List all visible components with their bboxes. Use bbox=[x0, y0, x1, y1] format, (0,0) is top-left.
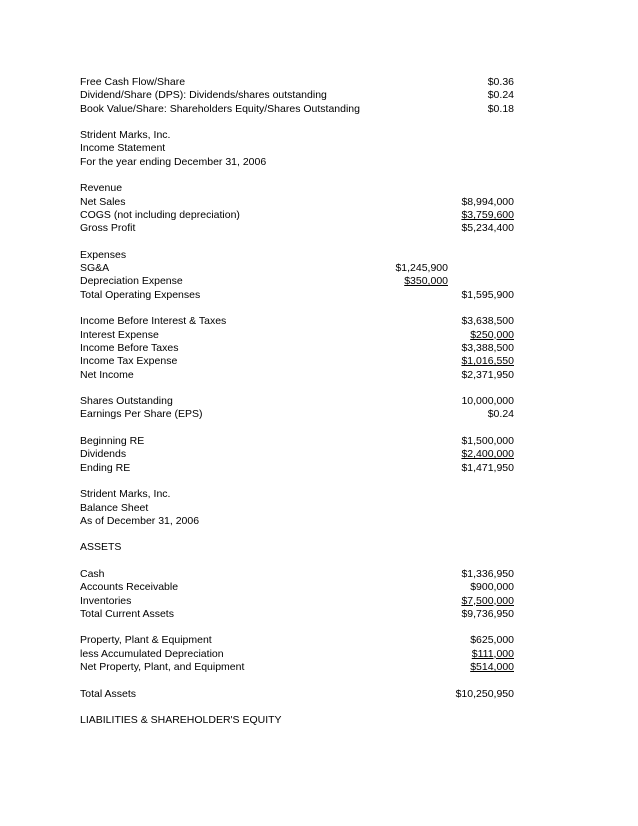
statement-row bbox=[80, 329, 514, 342]
row-value: $7,500,000 bbox=[461, 594, 514, 607]
statement-row bbox=[80, 342, 514, 355]
row-label: Dividend/Share (DPS): Dividends/shares outstanding bbox=[80, 89, 327, 102]
row-value: $1,016,550 bbox=[461, 355, 514, 368]
statement-row bbox=[80, 408, 514, 421]
blank-line bbox=[80, 475, 514, 488]
row-value: 10,000,000 bbox=[461, 395, 514, 408]
row-label: Income Before Interest & Taxes bbox=[80, 315, 227, 328]
row-label: Beginning RE bbox=[80, 435, 145, 448]
statement-row bbox=[80, 648, 514, 661]
row-value: $3,388,500 bbox=[461, 341, 514, 354]
row-label: Strident Marks, Inc. bbox=[80, 488, 171, 501]
row-label: Balance Sheet bbox=[80, 501, 149, 514]
row-value: $0.24 bbox=[487, 89, 514, 102]
row-label: Gross Profit bbox=[80, 222, 136, 235]
statement-row bbox=[80, 209, 514, 222]
row-value: $0.36 bbox=[487, 76, 514, 88]
row-label: Book Value/Share: Shareholders Equity/Shares Outstanding bbox=[80, 102, 360, 115]
row-value: $2,400,000 bbox=[461, 448, 514, 461]
statement-row bbox=[80, 262, 514, 275]
row-value: $9,736,950 bbox=[461, 607, 514, 620]
row-label: Earnings Per Share (EPS) bbox=[80, 408, 203, 421]
financial-statements-document bbox=[80, 76, 514, 728]
blank-line bbox=[80, 116, 514, 129]
row-value: $2,371,950 bbox=[461, 368, 514, 381]
row-value: $10,250,950 bbox=[455, 687, 514, 700]
row-label: As of December 31, 2006 bbox=[80, 514, 200, 527]
blank-line bbox=[80, 169, 514, 182]
row-label: Accounts Receivable bbox=[80, 581, 179, 594]
statement-row bbox=[80, 222, 514, 235]
statement-row bbox=[80, 196, 514, 209]
statement-row bbox=[80, 249, 514, 262]
row-label: LIABILITIES & SHAREHOLDER'S EQUITY bbox=[80, 714, 282, 727]
row-subtotal-value: $1,245,900 bbox=[395, 262, 448, 275]
row-value: $3,759,600 bbox=[461, 208, 514, 221]
row-label: Cash bbox=[80, 567, 105, 580]
row-label: Inventories bbox=[80, 594, 132, 607]
statement-row bbox=[80, 395, 514, 408]
row-value: $625,000 bbox=[470, 634, 514, 647]
statement-row bbox=[80, 515, 514, 528]
statement-row bbox=[80, 688, 514, 701]
blank-line bbox=[80, 528, 514, 541]
row-value: $3,638,500 bbox=[461, 315, 514, 328]
statement-row bbox=[80, 315, 514, 328]
statement-row bbox=[80, 369, 514, 382]
blank-line bbox=[80, 674, 514, 687]
statement-row bbox=[80, 103, 514, 116]
row-label: Net Property, Plant, and Equipment bbox=[80, 661, 245, 674]
statement-row bbox=[80, 581, 514, 594]
row-label: For the year ending December 31, 2006 bbox=[80, 155, 267, 168]
statement-row bbox=[80, 448, 514, 461]
row-value: $5,234,400 bbox=[461, 222, 514, 235]
row-value: $8,994,000 bbox=[461, 195, 514, 208]
blank-line bbox=[80, 302, 514, 315]
statement-row bbox=[80, 634, 514, 647]
row-label: Income Statement bbox=[80, 142, 166, 155]
row-label: Total Assets bbox=[80, 687, 137, 700]
statement-row bbox=[80, 156, 514, 169]
row-label: COGS (not including depreciation) bbox=[80, 208, 240, 221]
row-label: Strident Marks, Inc. bbox=[80, 129, 171, 142]
blank-line bbox=[80, 382, 514, 395]
row-label: less Accumulated Depreciation bbox=[80, 647, 224, 660]
statement-row bbox=[80, 568, 514, 581]
row-label: Income Tax Expense bbox=[80, 355, 178, 368]
statement-row bbox=[80, 608, 514, 621]
statement-row bbox=[80, 275, 514, 288]
row-value: $1,500,000 bbox=[461, 435, 514, 448]
statement-row bbox=[80, 89, 514, 102]
row-label: Free Cash Flow/Share bbox=[80, 76, 186, 88]
statement-row bbox=[80, 182, 514, 195]
statement-row bbox=[80, 355, 514, 368]
statement-row bbox=[80, 714, 514, 727]
row-value: $1,595,900 bbox=[461, 288, 514, 301]
row-subtotal-value: $350,000 bbox=[404, 275, 448, 288]
statement-row bbox=[80, 289, 514, 302]
blank-line bbox=[80, 621, 514, 634]
statement-row bbox=[80, 488, 514, 501]
statement-row bbox=[80, 435, 514, 448]
blank-line bbox=[80, 701, 514, 714]
row-value: $1,471,950 bbox=[461, 461, 514, 474]
row-label: Shares Outstanding bbox=[80, 395, 173, 408]
blank-line bbox=[80, 555, 514, 568]
row-value: $1,336,950 bbox=[461, 567, 514, 580]
row-label: Revenue bbox=[80, 182, 123, 195]
row-label: ASSETS bbox=[80, 541, 122, 554]
row-label: SG&A bbox=[80, 262, 110, 275]
statement-row bbox=[80, 129, 514, 142]
row-label: Dividends bbox=[80, 448, 127, 461]
row-value: $514,000 bbox=[470, 661, 514, 674]
row-label: Depreciation Expense bbox=[80, 275, 183, 288]
row-value: $0.24 bbox=[487, 408, 514, 421]
statement-row bbox=[80, 541, 514, 554]
statement-row bbox=[80, 462, 514, 475]
row-value: $250,000 bbox=[470, 328, 514, 341]
row-value: $111,000 bbox=[471, 647, 514, 660]
row-value: $0.18 bbox=[487, 102, 514, 115]
row-label: Ending RE bbox=[80, 461, 131, 474]
row-label: Income Before Taxes bbox=[80, 341, 179, 354]
row-label: Expenses bbox=[80, 248, 127, 261]
statement-row bbox=[80, 142, 514, 155]
row-label: Total Current Assets bbox=[80, 607, 174, 620]
statement-row bbox=[80, 661, 514, 674]
row-label: Net Sales bbox=[80, 195, 126, 208]
row-label: Total Operating Expenses bbox=[80, 288, 201, 301]
statement-row bbox=[80, 76, 514, 89]
statement-row bbox=[80, 502, 514, 515]
row-label: Net Income bbox=[80, 368, 134, 381]
row-label: Interest Expense bbox=[80, 328, 159, 341]
blank-line bbox=[80, 236, 514, 249]
row-value: $900,000 bbox=[470, 581, 514, 594]
statement-row bbox=[80, 595, 514, 608]
row-label: Property, Plant & Equipment bbox=[80, 634, 212, 647]
blank-line bbox=[80, 422, 514, 435]
